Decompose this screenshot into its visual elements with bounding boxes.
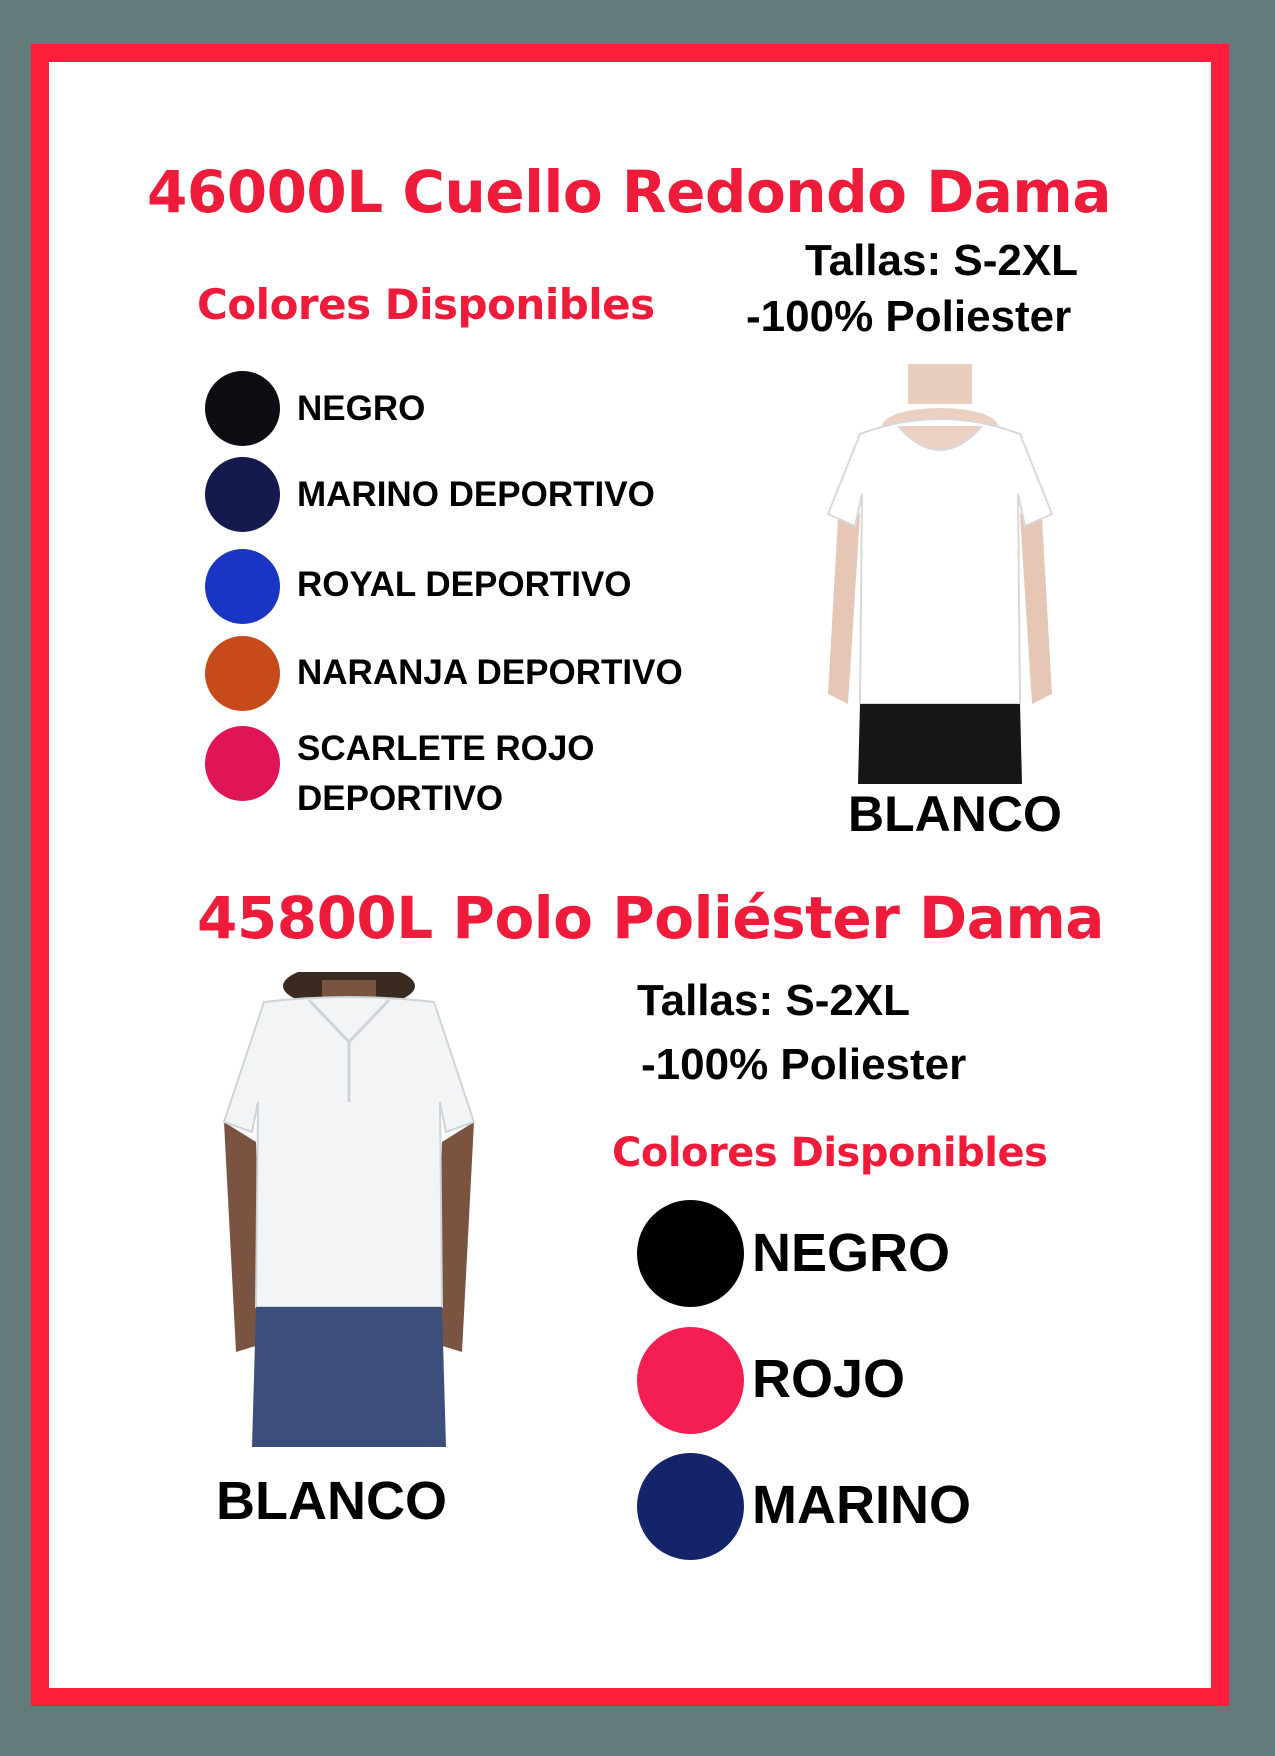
color-swatch-royal-deportivo xyxy=(205,549,280,624)
product-2-title: 45800L Polo Poliéster Dama xyxy=(197,884,1104,952)
product-1-title: 46000L Cuello Redondo Dama xyxy=(147,158,1111,226)
tshirt-model-photo xyxy=(820,364,1060,784)
color-swatch-naranja-deportivo xyxy=(205,636,280,711)
product-1-sizes: Tallas: S-2XL xyxy=(805,236,1079,285)
color-label-royal-deportivo: ROYAL DEPORTIVO xyxy=(297,565,632,604)
color-label-negro-2: NEGRO xyxy=(752,1223,951,1283)
color-swatch-marino-deportivo xyxy=(205,457,280,532)
color-swatch-negro xyxy=(205,371,280,446)
color-swatch-rojo xyxy=(637,1327,744,1434)
color-label-marino-deportivo: MARINO DEPORTIVO xyxy=(297,475,655,514)
product-2-photo-color: BLANCO xyxy=(216,1471,447,1531)
product-2-colors-heading: Colores Disponibles xyxy=(612,1130,1048,1176)
product-1-material: -100% Poliester xyxy=(746,292,1072,341)
color-swatch-marino xyxy=(637,1453,744,1560)
color-label-marino: MARINO xyxy=(752,1475,971,1535)
color-label-scarlete-rojo-deportivo: SCARLETE ROJO DEPORTIVO xyxy=(297,729,595,818)
color-label-negro: NEGRO xyxy=(297,389,426,428)
product-2-sizes: Tallas: S-2XL xyxy=(637,976,911,1025)
polo-model-photo xyxy=(214,972,484,1447)
color-swatch-negro-2 xyxy=(637,1200,744,1307)
product-2-material: -100% Poliester xyxy=(641,1040,967,1089)
color-swatch-scarlete-rojo-deportivo xyxy=(205,726,280,801)
product-1-colors-heading: Colores Disponibles xyxy=(197,280,655,329)
product-1-photo-color: BLANCO xyxy=(848,786,1062,842)
color-label-rojo: ROJO xyxy=(752,1349,906,1409)
color-label-naranja-deportivo: NARANJA DEPORTIVO xyxy=(297,653,683,692)
